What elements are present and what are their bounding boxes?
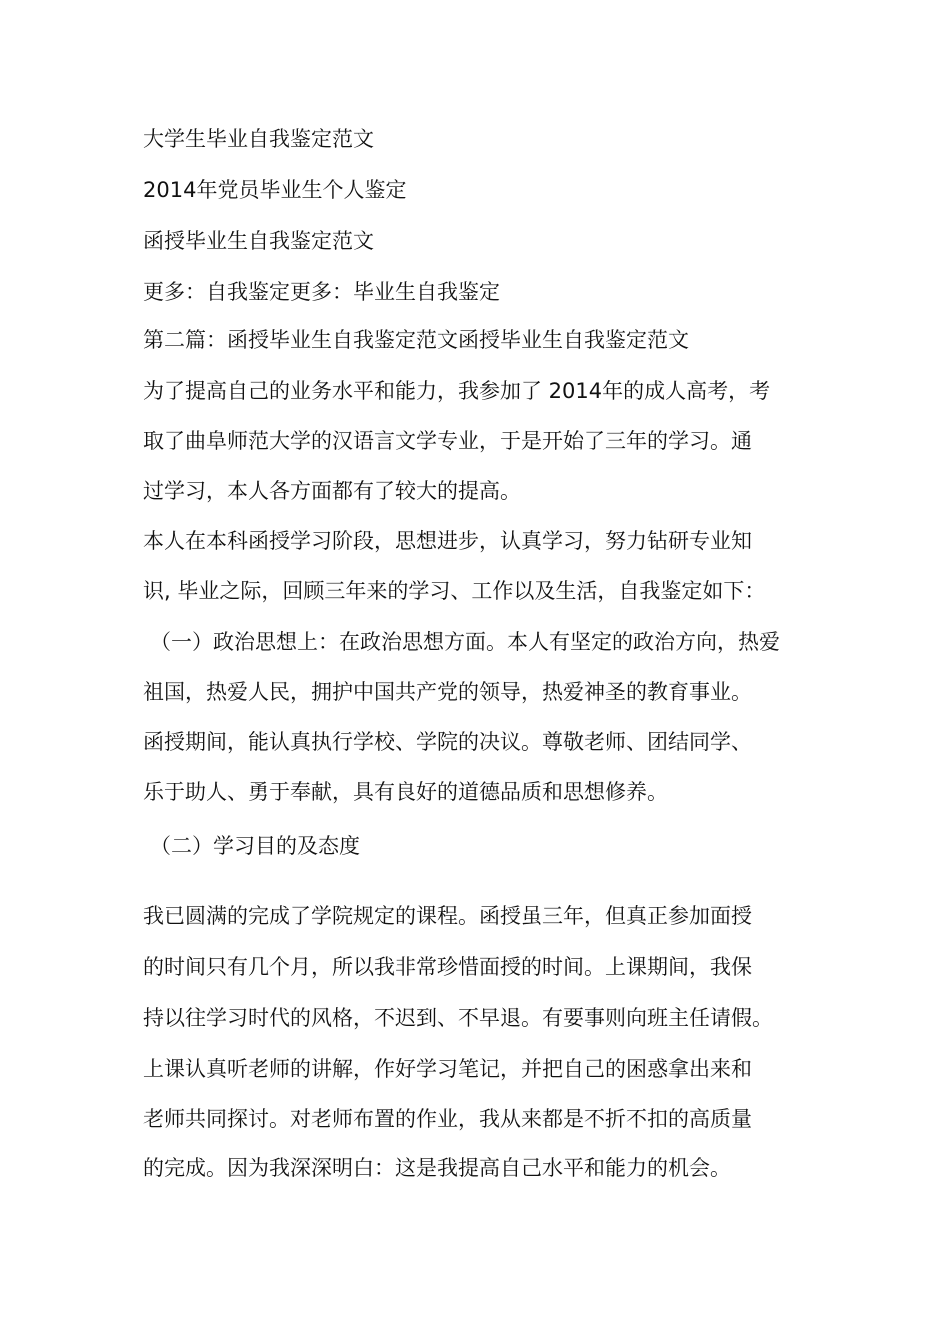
paragraph-line: 取了曲阜师范大学的汉语言文学专业，于是开始了三年的学习。通: [143, 429, 752, 453]
paragraph-line: （一）政治思想上：在政治思想方面。本人有坚定的政治方向，热爱: [150, 630, 780, 654]
doc-link-line: 函授毕业生自我鉴定范文: [143, 229, 374, 253]
subsection-heading: （二）学习目的及态度: [150, 834, 360, 858]
paragraph-line: 我已圆满的完成了学院规定的课程。函授虽三年，但真正参加面授: [143, 904, 752, 928]
paragraph-line: 乐于助人、勇于奉献，具有良好的道德品质和思想修养。: [143, 780, 668, 804]
doc-more-line: 更多：自我鉴定更多：毕业生自我鉴定: [143, 280, 500, 304]
paragraph-line: 上课认真听老师的讲解，作好学习笔记，并把自己的困惑拿出来和: [143, 1057, 752, 1081]
paragraph-line: 持以往学习时代的风格，不迟到、不早退。有要事则向班主任请假。: [143, 1006, 773, 1030]
doc-title-line: 大学生毕业自我鉴定范文: [143, 127, 374, 151]
paragraph-line: 祖国，热爱人民，拥护中国共产党的领导，热爱神圣的教育事业。: [143, 680, 752, 704]
paragraph-line: 识, 毕业之际，回顾三年来的学习、工作以及生活，自我鉴定如下：: [143, 579, 766, 603]
paragraph-line: 老师共同探讨。对老师布置的作业，我从来都是不折不扣的高质量: [143, 1107, 752, 1131]
paragraph-line: 本人在本科函授学习阶段，思想进步，认真学习，努力钻研专业知: [143, 529, 752, 553]
paragraph-line: 过学习，本人各方面都有了较大的提高。: [143, 479, 521, 503]
paragraph-line: 的完成。因为我深深明白：这是我提高自己水平和能力的机会。: [143, 1156, 731, 1180]
doc-section-heading: 第二篇：函授毕业生自我鉴定范文函授毕业生自我鉴定范文: [143, 328, 689, 352]
doc-link-line: 2014年党员毕业生个人鉴定: [143, 178, 407, 202]
paragraph-line: 为了提高自己的业务水平和能力，我参加了 2014年的成人高考，考: [143, 379, 771, 403]
paragraph-line: 函授期间，能认真执行学校、学院的决议。尊敬老师、团结同学、: [143, 730, 752, 754]
paragraph-line: 的时间只有几个月，所以我非常珍惜面授的时间。上课期间，我保: [143, 955, 752, 979]
